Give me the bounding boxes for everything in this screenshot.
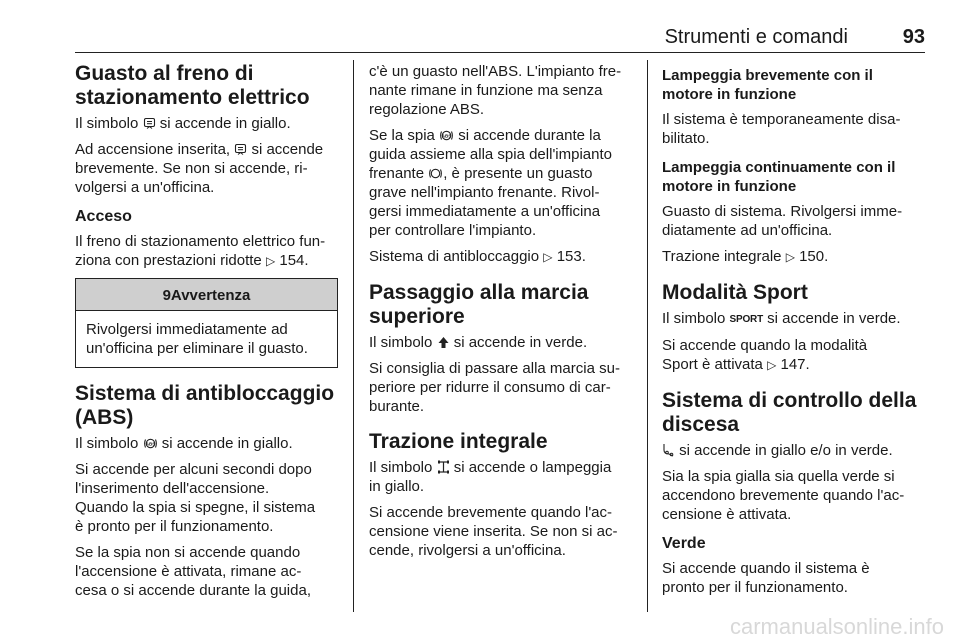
gear-shift-up-icon xyxy=(437,336,450,349)
paragraph: Se la spia non si accende quando l'accensione è attivata, rimane ac- cesa o si accende durante la guida, xyxy=(75,544,311,599)
paragraph: Il freno di stazionamento elettrico fun- ziona con prestazioni ridotte ▷ 154. xyxy=(75,233,326,269)
subheading-lampeggia-continuamente: Lampeggia continuamente con il motore in funzione xyxy=(662,159,896,195)
column-divider xyxy=(353,60,354,612)
paragraph: Si accende brevemente quando l'ac- censione viene inserita. Se non si ac- cende, rivolgersi a un'officina. xyxy=(369,504,618,559)
section-heading-controllo-discesa: Sistema di controllo della discesa xyxy=(662,389,917,436)
warning-box xyxy=(75,278,338,368)
paragraph: Sistema di antibloccaggio ▷ 153. xyxy=(369,248,586,265)
subheading-verde: Verde xyxy=(662,535,706,552)
abs-icon xyxy=(439,129,454,142)
paragraph: Si consiglia di passare alla marcia su- periore per ridurre il consumo di car- burante. xyxy=(369,360,620,415)
paragraph: Il simbolo ABS si accende in giallo. xyxy=(75,435,293,452)
section-heading-passaggio-marcia: Passaggio alla marcia superiore xyxy=(369,281,589,328)
page-reference-link[interactable]: 154. xyxy=(279,252,309,269)
page-reference-link[interactable]: 150. xyxy=(799,248,829,265)
paragraph: Guasto di sistema. Rivolgersi imme- diatamente ad un'officina. xyxy=(662,203,903,239)
page-number: 93 xyxy=(902,26,925,48)
paragraph: Il simbolo SPORT si accende in verde. xyxy=(662,310,901,327)
paragraph: c'è un guasto nell'ABS. L'impianto fre- nante rimane in funzione ma senza regolazione ABS. xyxy=(369,63,622,118)
page-reference-arrow-icon: ▷ xyxy=(265,254,276,268)
section-heading-modalita-sport: Modalità Sport xyxy=(662,281,808,304)
page-header xyxy=(75,26,925,50)
header-rule xyxy=(75,52,925,53)
column-left xyxy=(75,62,338,607)
parking-brake-fault-icon xyxy=(143,117,156,130)
subheading-acceso: Acceso xyxy=(75,208,132,225)
paragraph: Ad accensione inserita, si accende brevemente. Se non si accende, ri- volgersi a un'officina. xyxy=(75,141,324,196)
paragraph: Trazione integrale ▷ 150. xyxy=(662,248,829,265)
column-right xyxy=(662,62,925,604)
page-reference-arrow-icon: ▷ xyxy=(767,358,777,372)
section-heading-trazione-integrale: Trazione integrale xyxy=(369,430,548,453)
all-wheel-drive-icon xyxy=(437,460,450,474)
page-reference-arrow-icon: ▷ xyxy=(785,250,795,264)
parking-brake-fault-icon xyxy=(234,143,247,156)
paragraph: Il simbolo si accende o lampeggia in giallo. xyxy=(369,459,612,495)
section-heading-freno-stazionamento: Guasto al freno di stazionamento elettrico xyxy=(75,62,310,109)
paragraph: Il sistema è temporaneamente disa- bilitato. xyxy=(662,111,901,147)
paragraph: Il simbolo si accende in giallo. xyxy=(75,115,291,132)
running-title: Strumenti e comandi xyxy=(664,26,848,48)
paragraph: Sia la spia gialla sia quella verde si accendono brevemente quando l'ac- censione è attivata. xyxy=(662,468,905,523)
paragraph: Il simbolo si accende in verde. xyxy=(369,334,588,351)
svg-text:ABS: ABS xyxy=(441,133,452,139)
paragraph: Si accende per alcuni secondi dopo l'inserimento dell'accensione. Quando la spia si spegne, il sistema è pronto per il funzionamento. xyxy=(75,461,316,535)
subheading-lampeggia-brevemente: Lampeggia brevemente con il motore in funzione xyxy=(662,67,873,103)
page-reference-arrow-icon: ▷ xyxy=(543,250,553,264)
brake-system-icon xyxy=(428,167,443,180)
paragraph: Si accende quando la modalità Sport è attivata ▷ 147. xyxy=(662,337,868,373)
watermark: carmanualsonline.info xyxy=(729,614,944,639)
warning-icon: 9 xyxy=(162,287,171,304)
page-reference-link[interactable]: 147. xyxy=(780,356,810,373)
warning-header: 9Avvertenza xyxy=(76,279,337,311)
hill-descent-control-icon xyxy=(662,443,675,457)
page-reference-link[interactable]: 153. xyxy=(556,248,586,265)
sport-mode-icon: SPORT xyxy=(729,314,763,325)
warning-body: Rivolgersi immediatamente ad un'officina per eliminare il guasto. xyxy=(86,321,308,357)
abs-icon xyxy=(143,437,158,450)
column-middle xyxy=(369,62,632,567)
paragraph: Se la spia ABS si accende durante la guida assieme alla spia dell'impianto frenante , è presente un guasto grave nell'impianto frenante. Rivol- gersi immediatamente a un'officina per controllare l'impianto. xyxy=(369,127,613,239)
svg-text:ABS: ABS xyxy=(145,441,155,447)
column-divider xyxy=(647,60,648,612)
paragraph: si accende in giallo e/o in verde. xyxy=(662,441,925,460)
section-heading-abs: Sistema di antibloccaggio (ABS) xyxy=(75,382,335,429)
paragraph: Si accende quando il sistema è pronto per il funzionamento. xyxy=(662,560,870,596)
